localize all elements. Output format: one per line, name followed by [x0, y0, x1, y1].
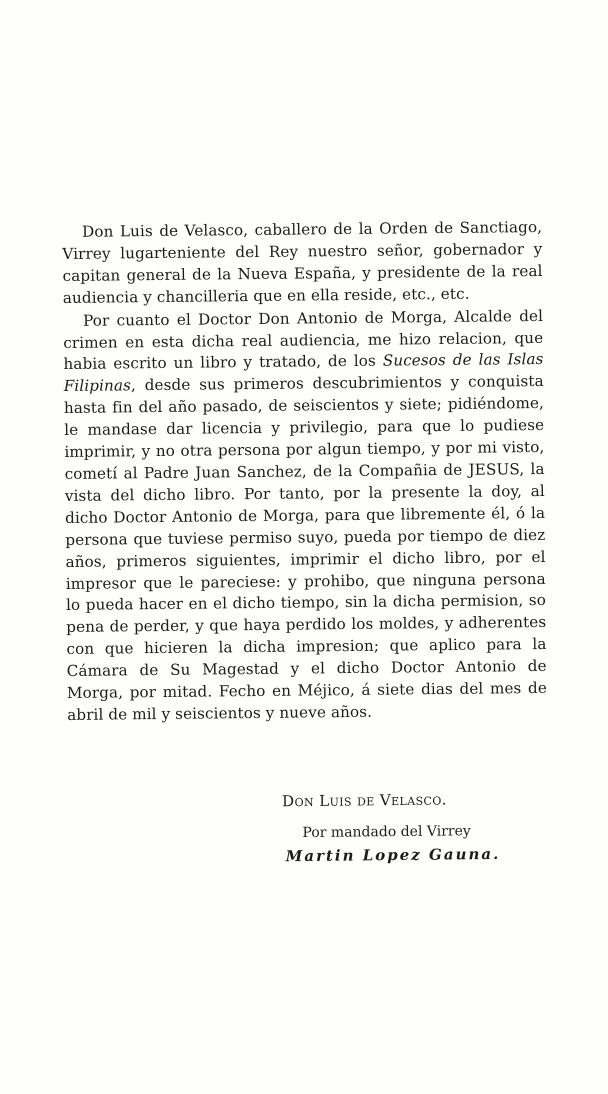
intro-text: Don Luis de Velasco, caballero de la Orden de Sanctiago, Virrey lugarteniente del Rey nuestro señor, gobernador y capitan general de la Nueva España, y presidente de la real audiencia y chancilleria que en ella reside, etc., etc. — [62, 217, 543, 307]
body-text-2: , desde sus primeros descubrimientos y conquista hasta fin del año pasado, de seiscientos y siete; pidiéndome, le mandase dar licencia y privilegio, para que lo pudiese imprimir, y no otra persona por algun tiempo, y por mi visto, cometí al Padre Juan Sanchez, de la Compañia de JESUS, la vista del dicho libro. Por tanto, por la presente la doy, al dicho Doctor Antonio de Morga, para que libremente él, ó la persona que tuviese permiso suyo, pueda por tiempo de diez años, primeros siguientes, imprimir el dicho libro, por el impresor que le pareciese: y prohibo, que ninguna persona lo pueda hacer en el dicho tiempo, sin la dicha permision, so pena de perder, y que haya perdido los moldes, y adherentes con que hicieren la dicha impresion; que aplico para la Cámara de Su Magestad y el dicho Doctor Antonio de Morga, por mitad. Fecho en Méjico, á siete dias del mes de abril de mil y seiscientos y nueve años. — [63, 372, 548, 724]
signatory-name: Don Luis de Velasco. — [282, 790, 447, 811]
secretary-name: Martin Lopez Gauna. — [285, 844, 501, 866]
paragraph-body — [63, 306, 547, 727]
signature-block — [0, 787, 608, 866]
paragraph-intro — [62, 217, 543, 310]
by-order-line: Por mandado del Virrey — [302, 823, 471, 842]
book-title: Sucesos de las Islas Filipinas — [63, 350, 544, 396]
license-text — [62, 217, 547, 727]
body-text-1: Por cuanto el Doctor Don Antonio de Morga, Alcalde del crimen en esta dicha real audiencia, me hizo relacion, que habia escrito un libro y tratado, de los — [63, 306, 544, 374]
